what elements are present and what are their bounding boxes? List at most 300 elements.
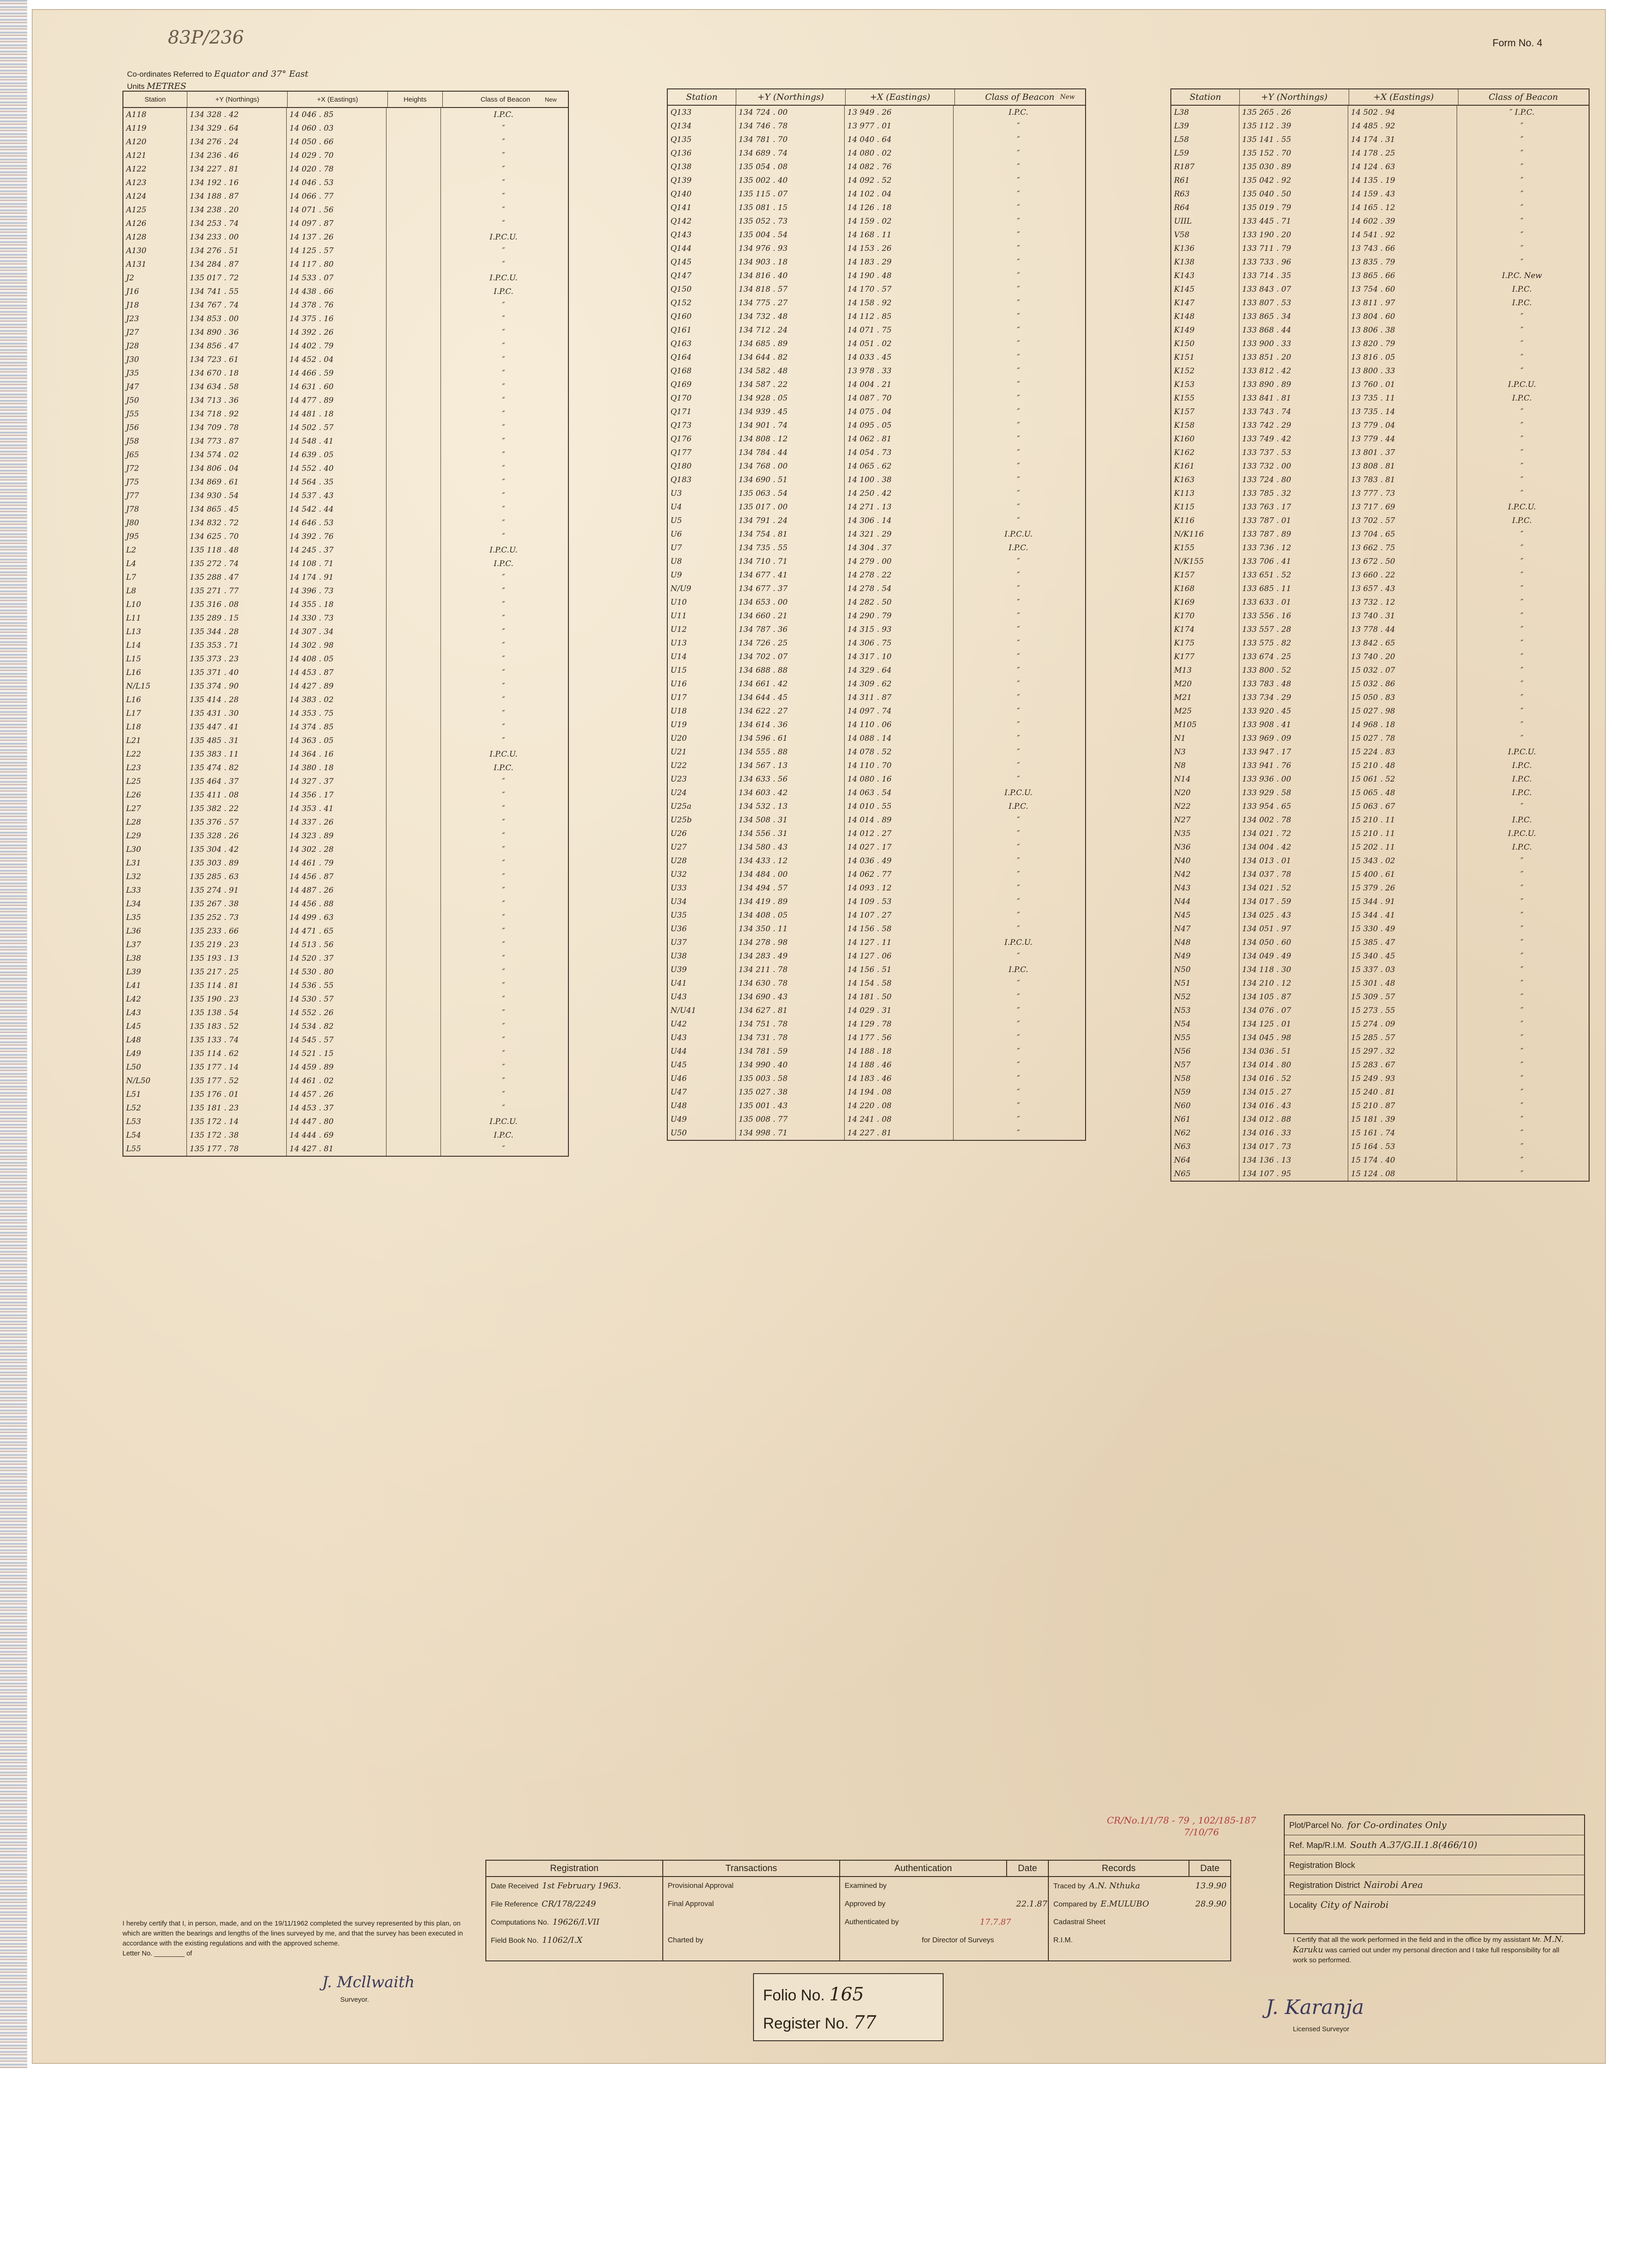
- eastings-cell: 13 660 . 22: [1348, 568, 1457, 582]
- eastings-cell: 14 461 . 02: [287, 1074, 387, 1088]
- station-cell: L49: [123, 1047, 187, 1061]
- eastings-cell: 14 183 . 46: [845, 1072, 954, 1085]
- table-row: [123, 584, 568, 598]
- eastings-cell: 13 704 . 65: [1348, 528, 1457, 541]
- station-cell: N40: [1171, 854, 1239, 868]
- station-cell: J27: [123, 326, 187, 339]
- northings-cell: 135 138 . 54: [187, 1006, 287, 1020]
- class-cell: ″: [502, 736, 505, 745]
- extra-cell: [387, 326, 441, 339]
- table-row: [1171, 378, 1589, 391]
- class-cell: ″: [502, 410, 505, 419]
- extra-cell: [387, 679, 441, 693]
- extra-cell: [387, 952, 441, 965]
- northings-cell: 134 690 . 51: [736, 473, 845, 487]
- class-cell: ″: [502, 314, 505, 323]
- northings-cell: 135 272 . 74: [187, 557, 287, 571]
- table-row: [668, 691, 1085, 704]
- station-cell: L39: [123, 965, 187, 979]
- authenticated-by-label: Authenticated by: [845, 1918, 899, 1926]
- station-cell: N55: [1171, 1031, 1239, 1045]
- station-cell: N63: [1171, 1140, 1239, 1154]
- northings-cell: 133 556 . 16: [1239, 609, 1348, 623]
- station-cell: N44: [1171, 895, 1239, 909]
- northings-cell: 135 219 . 23: [187, 938, 287, 952]
- station-cell: A120: [123, 135, 187, 149]
- extra-cell: [387, 312, 441, 326]
- eastings-cell: 14 466 . 59: [287, 367, 387, 380]
- northings-cell: 135 190 . 23: [187, 992, 287, 1006]
- northings-cell: 134 806 . 04: [187, 462, 287, 475]
- station-cell: U35: [668, 909, 736, 922]
- station-cell: N36: [1171, 841, 1239, 854]
- extra-cell: ″: [1017, 271, 1020, 280]
- eastings-cell: 14 036 . 49: [845, 854, 954, 868]
- extra-cell: [387, 666, 441, 679]
- table-row: [1171, 936, 1589, 949]
- class-cell: ″: [502, 246, 505, 255]
- extra-cell: I.P.C.: [1512, 394, 1532, 403]
- class-cell: ″: [502, 423, 505, 432]
- northings-cell: 134 567 . 13: [736, 759, 845, 772]
- extra-cell: ″: [1520, 625, 1524, 634]
- table-row: [123, 543, 568, 557]
- header-heights: Heights: [388, 92, 443, 107]
- eastings-cell: 13 977 . 01: [845, 119, 954, 133]
- table-row: [668, 1045, 1085, 1058]
- eastings-cell: 14 363 . 05: [287, 734, 387, 748]
- class-cell: ″: [502, 219, 505, 228]
- station-cell: Q139: [668, 174, 736, 187]
- table-row: [668, 1004, 1085, 1017]
- eastings-cell: 13 820 . 79: [1348, 337, 1457, 351]
- extra-cell: [387, 870, 441, 884]
- extra-cell: ″: [1520, 911, 1524, 920]
- northings-cell: 134 781 . 59: [736, 1045, 845, 1058]
- table-row: [1171, 636, 1589, 650]
- table-row: [1171, 650, 1589, 664]
- eastings-cell: 15 343 . 02: [1348, 854, 1457, 868]
- table-row: [123, 979, 568, 992]
- table-row: [1171, 1004, 1589, 1017]
- table-row: [668, 487, 1085, 500]
- northings-cell: 133 737 . 53: [1239, 446, 1348, 459]
- northings-cell: 135 383 . 11: [187, 748, 287, 761]
- extra-cell: ″: [1017, 339, 1020, 348]
- header-class-text: Class of Beacon: [985, 92, 1055, 102]
- eastings-cell: 13 717 . 69: [1348, 500, 1457, 514]
- northings-cell: 135 303 . 89: [187, 856, 287, 870]
- extra-cell: ″: [1017, 1033, 1020, 1042]
- records-date-title: Date: [1189, 1861, 1230, 1876]
- station-cell: L41: [123, 979, 187, 992]
- table-row: [123, 1074, 568, 1088]
- class-cell: ″: [502, 178, 505, 187]
- extra-cell: ″: [1017, 992, 1020, 1002]
- eastings-cell: 14 631 . 60: [287, 380, 387, 394]
- eastings-cell: 14 502 . 57: [287, 421, 387, 435]
- station-cell: U44: [668, 1045, 736, 1058]
- extra-cell: ″: [1520, 571, 1524, 580]
- northings-cell: 134 832 . 72: [187, 516, 287, 530]
- extra-cell: [387, 734, 441, 748]
- eastings-cell: 13 732 . 12: [1348, 596, 1457, 609]
- station-cell: L55: [123, 1142, 187, 1156]
- extra-cell: ″: [1520, 1006, 1524, 1015]
- eastings-cell: 13 702 . 57: [1348, 514, 1457, 528]
- station-cell: K149: [1171, 323, 1239, 337]
- northings-cell: 134 603 . 42: [736, 786, 845, 800]
- northings-cell: 134 688 . 88: [736, 664, 845, 677]
- eastings-cell: 15 400 . 61: [1348, 868, 1457, 881]
- extra-cell: ″: [1520, 353, 1524, 362]
- eastings-cell: 14 548 . 41: [287, 435, 387, 448]
- station-cell: A131: [123, 258, 187, 271]
- northings-cell: 134 746 . 78: [736, 119, 845, 133]
- extra-cell: ″: [1017, 516, 1020, 525]
- station-cell: U4: [668, 500, 736, 514]
- northings-cell: 134 990 . 40: [736, 1058, 845, 1072]
- plot-value: for Co-ordinates Only: [1347, 1819, 1447, 1830]
- class-cell: ″: [502, 1144, 505, 1154]
- director-of-surveys: for Director of Surveys: [922, 1936, 994, 1944]
- extra-cell: ″: [1017, 190, 1020, 199]
- station-cell: Q164: [668, 351, 736, 364]
- extra-cell: ″: [1520, 802, 1524, 811]
- lic-line2: was carried out under my personal direction and I take full responsibility for all work so performed.: [1293, 1946, 1560, 1964]
- eastings-cell: 14 046 . 53: [287, 176, 387, 190]
- station-cell: N50: [1171, 963, 1239, 977]
- extra-cell: ″: [1520, 584, 1524, 593]
- extra-cell: ″: [1017, 952, 1020, 961]
- northings-cell: 134 670 . 18: [187, 367, 287, 380]
- station-cell: A123: [123, 176, 187, 190]
- table-header: [668, 89, 1085, 106]
- station-cell: U46: [668, 1072, 736, 1085]
- locality-value: City of Nairobi: [1321, 1899, 1389, 1910]
- extra-cell: ″: [1017, 1047, 1020, 1056]
- table-row: [668, 854, 1085, 868]
- eastings-cell: 14 375 . 16: [287, 312, 387, 326]
- class-cell: ″: [502, 192, 505, 201]
- table-row: [1171, 106, 1589, 119]
- table-row: [668, 391, 1085, 405]
- station-cell: N20: [1171, 786, 1239, 800]
- extra-cell: ″: [1520, 1061, 1524, 1070]
- extra-cell: ″: [1017, 176, 1020, 185]
- eastings-cell: 14 097 . 87: [287, 217, 387, 230]
- class-cell: ″: [502, 709, 505, 718]
- station-cell: N/K116: [1171, 528, 1239, 541]
- station-cell: K115: [1171, 500, 1239, 514]
- eastings-cell: 15 210 . 87: [1348, 1099, 1457, 1113]
- table-row: [668, 772, 1085, 786]
- table-row: [1171, 990, 1589, 1004]
- eastings-cell: 14 178 . 25: [1348, 147, 1457, 160]
- station-cell: L31: [123, 856, 187, 870]
- eastings-cell: 15 379 . 26: [1348, 881, 1457, 895]
- northings-cell: 133 674 . 25: [1239, 650, 1348, 664]
- extra-cell: ″: [1520, 1129, 1524, 1138]
- eastings-cell: 14 392 . 26: [287, 326, 387, 339]
- eastings-cell: 14 353 . 75: [287, 707, 387, 720]
- table-row: [123, 1033, 568, 1047]
- northings-cell: 134 004 . 42: [1239, 841, 1348, 854]
- authenticated-by: [840, 1913, 1048, 1931]
- northings-cell: 135 017 . 72: [187, 271, 287, 285]
- table-row: [668, 664, 1085, 677]
- station-cell: L33: [123, 884, 187, 897]
- table-row: [123, 870, 568, 884]
- extra-cell: I.P.C.: [1008, 543, 1028, 552]
- table-row: [668, 636, 1085, 650]
- extra-cell: ″: [1017, 298, 1020, 308]
- northings-cell: 134 233 . 00: [187, 230, 287, 244]
- station-cell: L25: [123, 775, 187, 788]
- extra-cell: I.P.C.U.: [1004, 788, 1032, 797]
- class-cell: I.P.C.U.: [489, 274, 518, 283]
- eastings-cell: 14 181 . 50: [845, 990, 954, 1004]
- eastings-cell: 14 485 . 92: [1348, 119, 1457, 133]
- station-cell: L8: [123, 584, 187, 598]
- extra-cell: ″ I.P.C.: [1509, 108, 1535, 117]
- northings-cell: 134 284 . 87: [187, 258, 287, 271]
- extra-cell: [387, 448, 441, 462]
- extra-cell: I.P.C.: [1008, 965, 1028, 974]
- extra-cell: [387, 230, 441, 244]
- table-row: [668, 1072, 1085, 1085]
- extra-cell: [387, 1061, 441, 1074]
- table-row: [668, 119, 1085, 133]
- class-cell: ″: [502, 655, 505, 664]
- extra-cell: [387, 135, 441, 149]
- licensed-surveyor-signature: J. Karanja: [1266, 1996, 1364, 2019]
- table-row: [668, 623, 1085, 636]
- table-row: [668, 310, 1085, 323]
- header-northings: +Y (Northings): [736, 89, 846, 105]
- date-received-label: Date Received: [491, 1882, 538, 1890]
- eastings-cell: 14 536 . 55: [287, 979, 387, 992]
- eastings-cell: 14 050 . 66: [287, 135, 387, 149]
- table-row: [123, 707, 568, 720]
- table-row: [668, 528, 1085, 541]
- station-cell: A130: [123, 244, 187, 258]
- northings-cell: 134 188 . 87: [187, 190, 287, 203]
- northings-cell: 133 736 . 12: [1239, 541, 1348, 555]
- northings-cell: 133 651 . 52: [1239, 568, 1348, 582]
- table-row: [1171, 500, 1589, 514]
- header-station: Station: [123, 92, 187, 107]
- northings-cell: 135 115 . 07: [736, 187, 845, 201]
- station-cell: V58: [1171, 228, 1239, 242]
- eastings-cell: 14 063 . 54: [845, 786, 954, 800]
- northings-cell: 134 017 . 73: [1239, 1140, 1348, 1154]
- station-cell: U6: [668, 528, 736, 541]
- table-row: [1171, 187, 1589, 201]
- extra-cell: I.P.C.U.: [1508, 829, 1536, 838]
- table-row: [1171, 296, 1589, 310]
- station-cell: U25a: [668, 800, 736, 813]
- extra-cell: ″: [1520, 679, 1524, 689]
- traced-by-label: Traced by: [1053, 1882, 1086, 1890]
- eastings-cell: 15 340 . 45: [1348, 949, 1457, 963]
- station-cell: Q133: [668, 106, 736, 119]
- scan-edge-strip: [0, 0, 27, 2068]
- northings-cell: 134 710 . 71: [736, 555, 845, 568]
- table-row: [1171, 242, 1589, 255]
- eastings-cell: 14 521 . 15: [287, 1047, 387, 1061]
- class-cell: ″: [502, 450, 505, 459]
- extra-cell: I.P.C.: [1512, 761, 1532, 770]
- header-eastings: +X (Eastings): [1349, 89, 1458, 105]
- northings-cell: 134 276 . 24: [187, 135, 287, 149]
- northings-cell: 134 433 . 12: [736, 854, 845, 868]
- extra-cell: [387, 652, 441, 666]
- station-cell: L50: [123, 1061, 187, 1074]
- station-cell: K174: [1171, 623, 1239, 636]
- eastings-cell: 15 274 . 09: [1348, 1017, 1457, 1031]
- table-rows: [1171, 106, 1589, 1181]
- rim: R.I.M.: [1053, 1936, 1073, 1944]
- table-row: [1171, 1017, 1589, 1031]
- table-row: [668, 459, 1085, 473]
- station-cell: K160: [1171, 432, 1239, 446]
- class-cell: ″: [502, 954, 505, 963]
- station-cell: Q180: [668, 459, 736, 473]
- table-row: [668, 432, 1085, 446]
- extra-cell: ″: [1017, 679, 1020, 689]
- northings-cell: 133 843 . 07: [1239, 283, 1348, 296]
- extra-cell: [387, 707, 441, 720]
- extra-cell: ″: [1520, 489, 1524, 498]
- extra-cell: ″: [1017, 421, 1020, 430]
- eastings-cell: 15 224 . 83: [1348, 745, 1457, 759]
- eastings-cell: 14 278 . 22: [845, 568, 954, 582]
- plot-label: Plot/Parcel No.: [1289, 1821, 1344, 1830]
- eastings-cell: 15 210 . 11: [1348, 813, 1457, 827]
- eastings-cell: 15 309 . 57: [1348, 990, 1457, 1004]
- extra-cell: ″: [1017, 829, 1020, 838]
- station-cell: L22: [123, 748, 187, 761]
- cert-text: I hereby certify that I, in person, made, and on the 19/11/1962 completed the survey represented by this plan, on which are written the bearings and lengths of the lines surveyed by me, and that the survey has been executed in accordance with the existing regulations and with the approved scheme.: [122, 1920, 463, 1947]
- eastings-cell: 15 032 . 86: [1348, 677, 1457, 691]
- table-row: [1171, 228, 1589, 242]
- eastings-cell: 13 735 . 14: [1348, 405, 1457, 419]
- extra-cell: ″: [1017, 707, 1020, 716]
- class-cell: ″: [502, 342, 505, 351]
- eastings-cell: 13 816 . 05: [1348, 351, 1457, 364]
- table-row: [668, 841, 1085, 854]
- station-cell: Q140: [668, 187, 736, 201]
- table-row: [1171, 1113, 1589, 1126]
- station-cell: L10: [123, 598, 187, 611]
- station-cell: Q135: [668, 133, 736, 147]
- station-cell: M25: [1171, 704, 1239, 718]
- eastings-cell: 14 127 . 06: [845, 949, 954, 963]
- eastings-cell: 15 181 . 39: [1348, 1113, 1457, 1126]
- table-row: [1171, 1126, 1589, 1140]
- table-row: [668, 895, 1085, 909]
- northings-cell: 134 644 . 45: [736, 691, 845, 704]
- station-cell: Q168: [668, 364, 736, 378]
- table-row: [1171, 255, 1589, 269]
- approved-by: [840, 1895, 1048, 1913]
- extra-cell: ″: [1520, 339, 1524, 348]
- extra-cell: ″: [1017, 135, 1020, 144]
- extra-cell: I.P.C.: [1512, 775, 1532, 784]
- station-cell: U38: [668, 949, 736, 963]
- northings-cell: 134 016 . 43: [1239, 1099, 1348, 1113]
- header-eastings: +X (Eastings): [288, 92, 388, 107]
- station-cell: L36: [123, 924, 187, 938]
- extra-cell: ″: [1017, 979, 1020, 988]
- header-class: [443, 92, 568, 107]
- file-reference-label: File Reference: [491, 1901, 538, 1908]
- northings-cell: 134 723 . 61: [187, 353, 287, 367]
- northings-cell: 135 177 . 78: [187, 1142, 287, 1156]
- northings-cell: 134 253 . 74: [187, 217, 287, 230]
- table-row: [668, 187, 1085, 201]
- table-row: [668, 990, 1085, 1004]
- station-cell: L17: [123, 707, 187, 720]
- extra-cell: [387, 421, 441, 435]
- eastings-cell: 15 061 . 52: [1348, 772, 1457, 786]
- station-cell: K145: [1171, 283, 1239, 296]
- table-row: [123, 1129, 568, 1142]
- extra-cell: ″: [1017, 462, 1020, 471]
- eastings-cell: 14 456 . 87: [287, 870, 387, 884]
- extra-cell: ″: [1017, 122, 1020, 131]
- table-row: [1171, 963, 1589, 977]
- table-row: [123, 435, 568, 448]
- table-row: [123, 1088, 568, 1101]
- northings-cell: 134 276 . 51: [187, 244, 287, 258]
- northings-cell: 134 627 . 81: [736, 1004, 845, 1017]
- eastings-cell: 14 220 . 08: [845, 1099, 954, 1113]
- table-row: [123, 693, 568, 707]
- extra-cell: ″: [1017, 1061, 1020, 1070]
- survey-sheet: [32, 9, 1606, 2064]
- header-class: Class of Beacon: [1488, 92, 1558, 102]
- class-cell: ″: [502, 600, 505, 609]
- eastings-cell: 14 071 . 75: [845, 323, 954, 337]
- eastings-cell: 13 779 . 44: [1348, 432, 1457, 446]
- northings-cell: 133 706 . 41: [1239, 555, 1348, 568]
- table-row: [668, 500, 1085, 514]
- field-book-value: 11062/I.X: [542, 1936, 582, 1945]
- table-row: [123, 190, 568, 203]
- records-title: [1049, 1861, 1230, 1877]
- eastings-cell: 14 564 . 35: [287, 475, 387, 489]
- northings-cell: 135 118 . 48: [187, 543, 287, 557]
- extra-cell: [387, 884, 441, 897]
- pencil-reference-note: 83P/236: [168, 27, 244, 48]
- extra-cell: ″: [1017, 394, 1020, 403]
- table-row: [668, 596, 1085, 609]
- table-row: [668, 800, 1085, 813]
- eastings-cell: 15 301 . 48: [1348, 977, 1457, 990]
- station-cell: K177: [1171, 650, 1239, 664]
- header-class: [955, 89, 1085, 105]
- extra-cell: I.P.C.: [1008, 802, 1028, 811]
- extra-cell: [387, 557, 441, 571]
- station-cell: N61: [1171, 1113, 1239, 1126]
- northings-cell: 134 853 . 00: [187, 312, 287, 326]
- northings-cell: 134 328 . 42: [187, 108, 287, 122]
- station-cell: N22: [1171, 800, 1239, 813]
- registration-title: Registration: [486, 1861, 662, 1877]
- station-cell: L32: [123, 870, 187, 884]
